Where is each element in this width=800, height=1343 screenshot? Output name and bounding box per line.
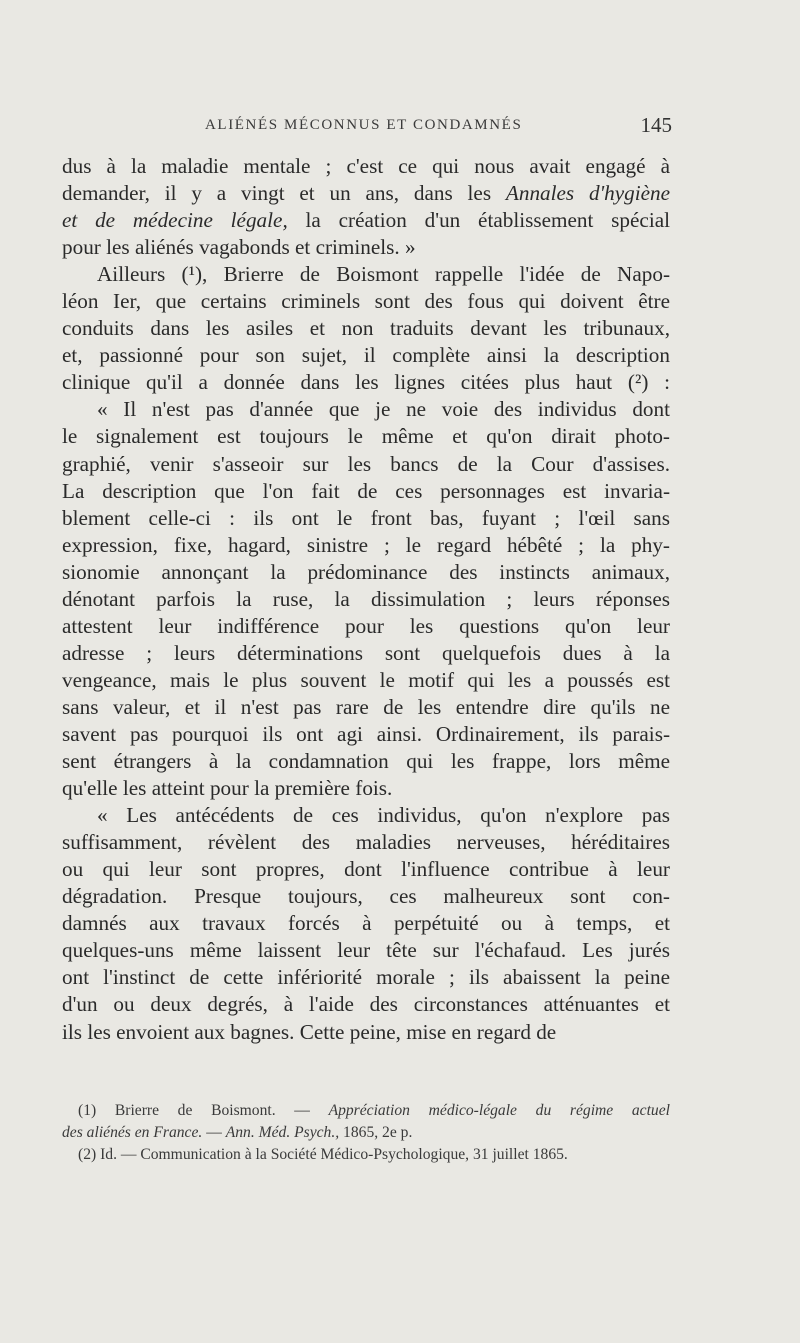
page-number: 145 bbox=[640, 113, 672, 137]
text-line: léon Ier, que certains criminels sont des fous qui doivent être bbox=[62, 289, 670, 314]
footnote-line: (2) Id. — Communication à la Société Médico-Psychologique, 31 juillet 1865. bbox=[78, 1145, 568, 1163]
text-line: dégradation. Presque toujours, ces malheureux sont con- bbox=[62, 884, 670, 909]
footnote-line: (1) Brierre de Boismont. — Appréciation médico-légale du régime actuel bbox=[78, 1102, 670, 1119]
running-head bbox=[62, 113, 672, 143]
text-line: sent étrangers à la condamnation qui les frappe, lors même bbox=[62, 749, 670, 774]
text-line: « Il n'est pas d'année que je ne voie des individus dont bbox=[97, 397, 670, 422]
text-line: clinique qu'il a donnée dans les lignes citées plus haut (²) : bbox=[62, 370, 670, 395]
text-line: conduits dans les asiles et non traduits devant les tribunaux, bbox=[62, 316, 670, 341]
text-line: d'un ou deux degrés, à l'aide des circonstances atténuantes et bbox=[62, 992, 670, 1017]
text-line: pour les aliénés vagabonds et criminels. » bbox=[62, 235, 416, 260]
text-line: le signalement est toujours le même et qu'on dirait photo- bbox=[62, 424, 670, 449]
text-line: et, passionné pour son sujet, il complète ainsi la description bbox=[62, 343, 670, 368]
footnotes bbox=[62, 1100, 670, 1165]
text-line: quelques-uns même laissent leur tête sur l'échafaud. Les jurés bbox=[62, 938, 670, 963]
text-line: graphié, venir s'asseoir sur les bancs de la Cour d'assises. bbox=[62, 451, 670, 476]
text-line: dus à la maladie mentale ; c'est ce qui nous avait engagé à bbox=[62, 154, 670, 178]
footnote-line: des aliénés en France. — Ann. Méd. Psych., 1865, 2e p. bbox=[62, 1123, 413, 1141]
text-line: attestent leur indifférence pour les questions qu'on leur bbox=[62, 613, 670, 638]
running-head-title: ALIÉNÉS MÉCONNUS ET CONDAMNÉS bbox=[205, 117, 523, 133]
text-line: suffisamment, révèlent des maladies nerveuses, héréditaires bbox=[62, 830, 670, 855]
text-line: expression, fixe, hagard, sinistre ; le regard hébêté ; la phy- bbox=[62, 532, 670, 557]
text-line: La description que l'on fait de ces personnages est invaria- bbox=[62, 478, 670, 503]
text-line: et de médecine légale, la création d'un établissement spécial bbox=[62, 208, 670, 233]
text-line: sans valeur, et il n'est pas rare de les entendre dire qu'ils ne bbox=[62, 694, 670, 719]
text-line: ou qui leur sont propres, dont l'influence contribue à leur bbox=[62, 857, 670, 882]
text-line: « Les antécédents de ces individus, qu'on n'explore pas bbox=[97, 803, 670, 828]
text-line: qu'elle les atteint pour la première fois. bbox=[62, 776, 393, 801]
text-line: dénotant parfois la ruse, la dissimulation ; leurs réponses bbox=[62, 586, 670, 611]
body-text bbox=[62, 153, 670, 1046]
text-line: sionomie annonçant la prédominance des instincts animaux, bbox=[62, 559, 670, 584]
text-line: blement celle-ci : ils ont le front bas, fuyant ; l'œil sans bbox=[62, 505, 670, 530]
text-line: damnés aux travaux forcés à perpétuité ou à temps, et bbox=[62, 911, 670, 936]
text-line: demander, il y a vingt et un ans, dans les Annales d'hygiène bbox=[62, 181, 670, 206]
text-line: Ailleurs (¹), Brierre de Boismont rappelle l'idée de Napo- bbox=[97, 262, 670, 287]
text-line: vengeance, mais le plus souvent le motif qui les a poussés est bbox=[62, 667, 670, 692]
text-line: ont l'instinct de cette infériorité morale ; ils abaissent la peine bbox=[62, 965, 670, 990]
text-line: savent pas pourquoi ils ont agi ainsi. Ordinairement, ils parais- bbox=[62, 721, 670, 746]
text-line: ils les envoient aux bagnes. Cette peine, mise en regard de bbox=[62, 1019, 557, 1044]
text-line: adresse ; leurs déterminations sont quelquefois dues à la bbox=[62, 640, 670, 665]
